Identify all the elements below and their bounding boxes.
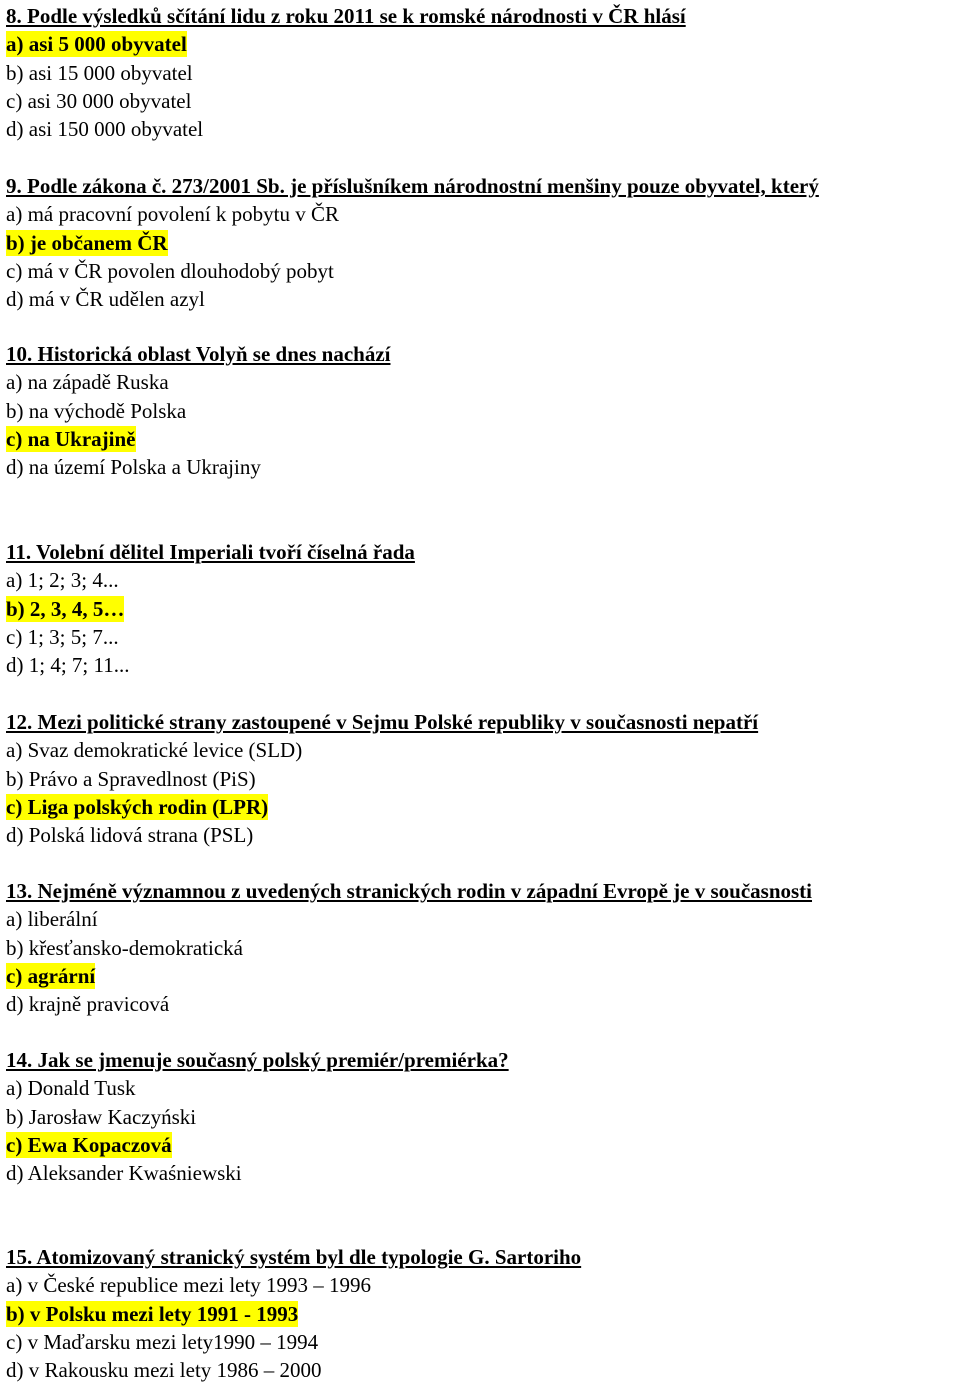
question-15 <box>6 1243 956 1384</box>
question-14 <box>6 1046 956 1187</box>
answer-option: b) Jarosław Kaczyński <box>6 1104 197 1129</box>
answer-option: c) asi 30 000 obyvatel <box>6 88 192 113</box>
answer-option-correct <box>6 229 956 257</box>
answer-option-correct <box>6 30 956 58</box>
correct-answer-highlight: c) Liga polských rodin (LPR) <box>6 794 269 819</box>
correct-answer-highlight: c) Ewa Kopaczová <box>6 1132 172 1157</box>
answer-option: b) asi 15 000 obyvatel <box>6 60 193 85</box>
correct-answer-highlight: b) v Polsku mezi lety 1991 - 1993 <box>6 1301 299 1326</box>
answer-option: d) v Rakousku mezi lety 1986 – 2000 <box>6 1358 322 1383</box>
answer-option-correct <box>6 962 956 990</box>
question-title: 8. Podle výsledků sčítání lidu z roku 2011 se k romské národnosti v ČR hlásí <box>6 4 686 28</box>
answer-option: c) 1; 3; 5; 7... <box>6 624 119 649</box>
question-9 <box>6 172 956 313</box>
answer-option: c) má v ČR povolen dlouhodobý pobyt <box>6 258 334 283</box>
answer-option: b) křesťansko-demokratická <box>6 935 243 960</box>
question-title: 9. Podle zákona č. 273/2001 Sb. je příslušníkem národnostní menšiny pouze obyvatel, který <box>6 174 819 198</box>
answer-option-correct <box>6 793 956 821</box>
answer-option: d) asi 150 000 obyvatel <box>6 117 204 142</box>
answer-option: a) Svaz demokratické levice (SLD) <box>6 738 303 763</box>
question-title: 10. Historická oblast Volyň se dnes nachází <box>6 342 391 366</box>
question-title: 13. Nejméně významnou z uvedených stranických rodin v západní Evropě je v současnosti <box>6 879 813 903</box>
answer-option: b) na východě Polska <box>6 398 187 423</box>
answer-option: d) Polská lidová strana (PSL) <box>6 823 254 848</box>
answer-option-correct <box>6 425 956 453</box>
answer-option: a) má pracovní povolení k pobytu v ČR <box>6 202 340 227</box>
answer-option-correct <box>6 1131 956 1159</box>
answer-option: a) Donald Tusk <box>6 1076 136 1101</box>
correct-answer-highlight: a) asi 5 000 obyvatel <box>6 32 187 57</box>
answer-option: d) 1; 4; 7; 11... <box>6 653 130 678</box>
answer-option: b) Právo a Spravedlnost (PiS) <box>6 766 256 791</box>
correct-answer-highlight: b) je občanem ČR <box>6 230 168 255</box>
correct-answer-highlight: c) na Ukrajině <box>6 426 136 451</box>
answer-option: a) v České republice mezi lety 1993 – 1996 <box>6 1273 372 1298</box>
answer-option: d) krajně pravicová <box>6 992 170 1017</box>
question-8 <box>6 2 956 143</box>
answer-option-correct <box>6 1300 956 1328</box>
correct-answer-highlight: c) agrární <box>6 963 96 988</box>
answer-option: d) má v ČR udělen azyl <box>6 287 205 312</box>
question-11 <box>6 538 956 679</box>
correct-answer-highlight: b) 2, 3, 4, 5… <box>6 596 125 621</box>
question-title: 14. Jak se jmenuje současný polský premiér/premiérka? <box>6 1048 509 1072</box>
answer-option: d) Aleksander Kwaśniewski <box>6 1161 242 1186</box>
question-title: 11. Volební dělitel Imperiali tvoří číselná řada <box>6 540 415 564</box>
answer-option: a) liberální <box>6 907 98 932</box>
question-10 <box>6 340 956 481</box>
answer-option-correct <box>6 595 956 623</box>
question-13 <box>6 877 956 1018</box>
question-title: 12. Mezi politické strany zastoupené v Sejmu Polské republiky v současnosti nepatří <box>6 710 759 734</box>
question-12 <box>6 708 956 849</box>
answer-option: d) na území Polska a Ukrajiny <box>6 455 261 480</box>
question-title: 15. Atomizovaný stranický systém byl dle typologie G. Sartoriho <box>6 1245 582 1269</box>
answer-option: a) na západě Ruska <box>6 370 169 395</box>
answer-option: c) v Maďarsku mezi lety1990 – 1994 <box>6 1329 319 1354</box>
answer-option: a) 1; 2; 3; 4... <box>6 568 119 593</box>
